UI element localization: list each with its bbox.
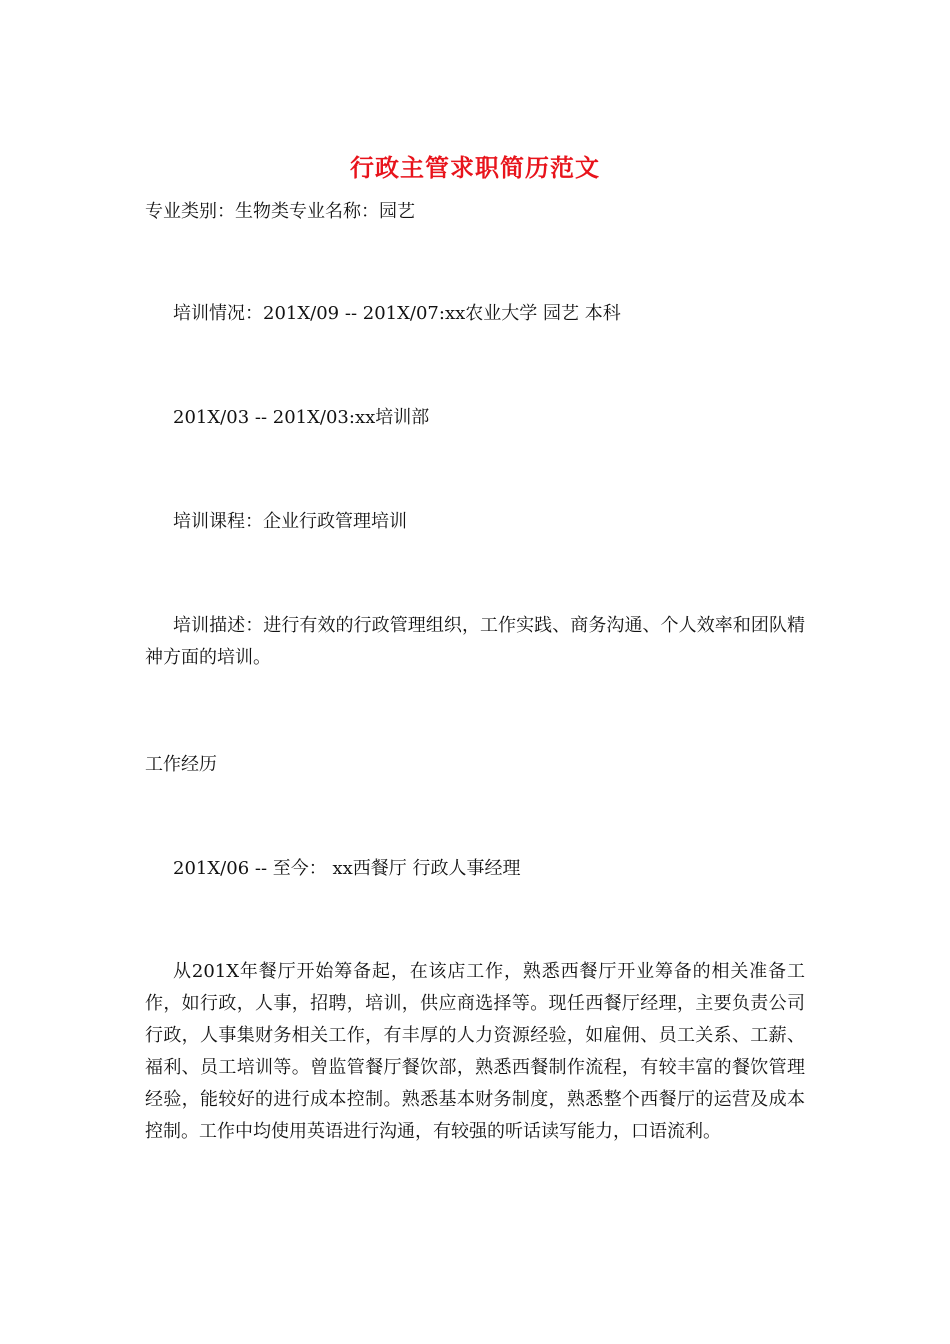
major-line: 专业类别：生物类专业名称：园艺 <box>145 201 415 222</box>
work-heading: 工作经历 <box>145 754 217 775</box>
training-line-2: 201X/03 -- 201X/03:xx培训部 <box>173 407 430 428</box>
work-description: 从201X年餐厅开始筹备起，在该店工作，熟悉西餐厅开业筹备的相关准备工作，如行政，人事，招聘，培训，供应商选择等。现任西餐厅经理，主要负责公司行政，人事集财务相关工作，有丰厚的人力资源经验，如雇佣、员工关系、工薪、福利、员工培训等。曾监管餐厅餐饮部，熟悉西餐制作流程，有较丰富的餐饮管理经验，能较好的进行成本控制。熟悉基本财务制度，熟悉整个西餐厅的运营及成本控制。工作中均使用英语进行沟通，有较强的听话读写能力，口语流利。 <box>145 961 805 1142</box>
document-title: 行政主管求职简历范文 <box>350 153 600 182</box>
training-description: 培训描述：进行有效的行政管理组织，工作实践、商务沟通、个人效率和团队精神方面的培训。 <box>145 615 805 668</box>
training-line: 培训情况：201X/09 -- 201X/07:xx农业大学 园艺 本科 <box>173 303 621 324</box>
course-line: 培训课程：企业行政管理培训 <box>173 511 407 532</box>
work-line: 201X/06 -- 至今： xx西餐厅 行政人事经理 <box>173 858 521 879</box>
